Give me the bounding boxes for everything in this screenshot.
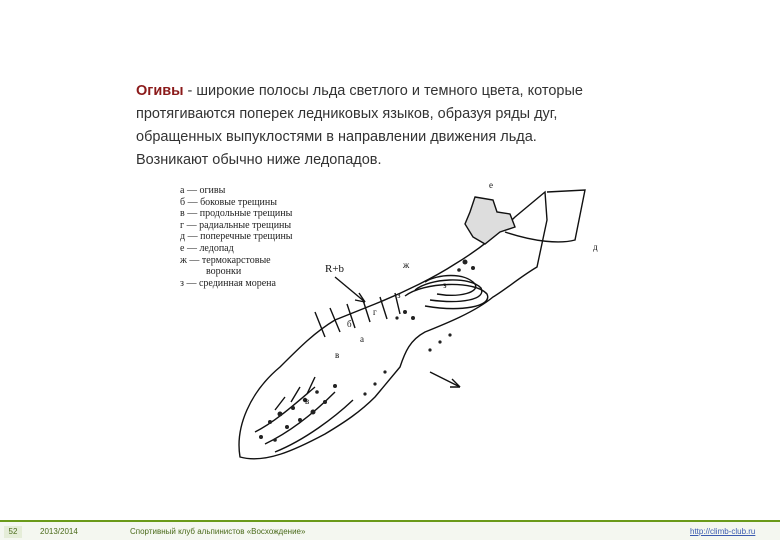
label-e: е [489,180,493,190]
footer-date: 2013/2014 [40,527,78,536]
legend-item: б — боковые трещины [180,196,277,208]
legend-item: в — продольные трещины [180,208,293,220]
legend-item: а — огивы [180,185,226,196]
footer-organization: Спортивный клуб альпинистов «Восхождение» [130,527,306,536]
label-z2: з [443,280,447,290]
label-d: д [593,242,598,252]
footer-link[interactable]: http://climb-club.ru [690,527,756,536]
definition-line-2: протягиваются поперек ледниковых языков, образуя ряды дуг, [136,106,558,122]
definition-line-3: обращенных выпуклостями в направлении движения льда. [136,129,537,145]
term-ogivy: Огивы [136,83,184,99]
footer [0,520,780,540]
legend-item: д — поперечные трещины [180,231,293,243]
label-b: б [347,319,352,329]
definition-line-4: Возникают обычно ниже ледопадов. [136,152,382,168]
legend-item: з — срединная морена [180,277,276,289]
label-zh: ж [403,260,410,270]
definition-text [136,80,676,172]
label-a: а [360,334,364,344]
legend-item: ж — термокарстовые [180,254,271,266]
label-g: г [373,307,377,317]
label-z1: з [397,290,401,300]
label-rb: R+b [325,263,345,275]
label-v1: в [335,350,340,360]
footer-divider [0,520,780,522]
figure-legend [180,185,293,289]
legend-item: е — ледопад [180,242,234,254]
definition-line-1: - широкие полосы льда светлого и темного цвета, которые [183,83,583,99]
label-v2: в [305,396,310,406]
page-number: 52 [4,526,22,538]
legend-item: г — радиальные трещины [180,219,292,231]
legend-item: воронки [206,266,242,278]
